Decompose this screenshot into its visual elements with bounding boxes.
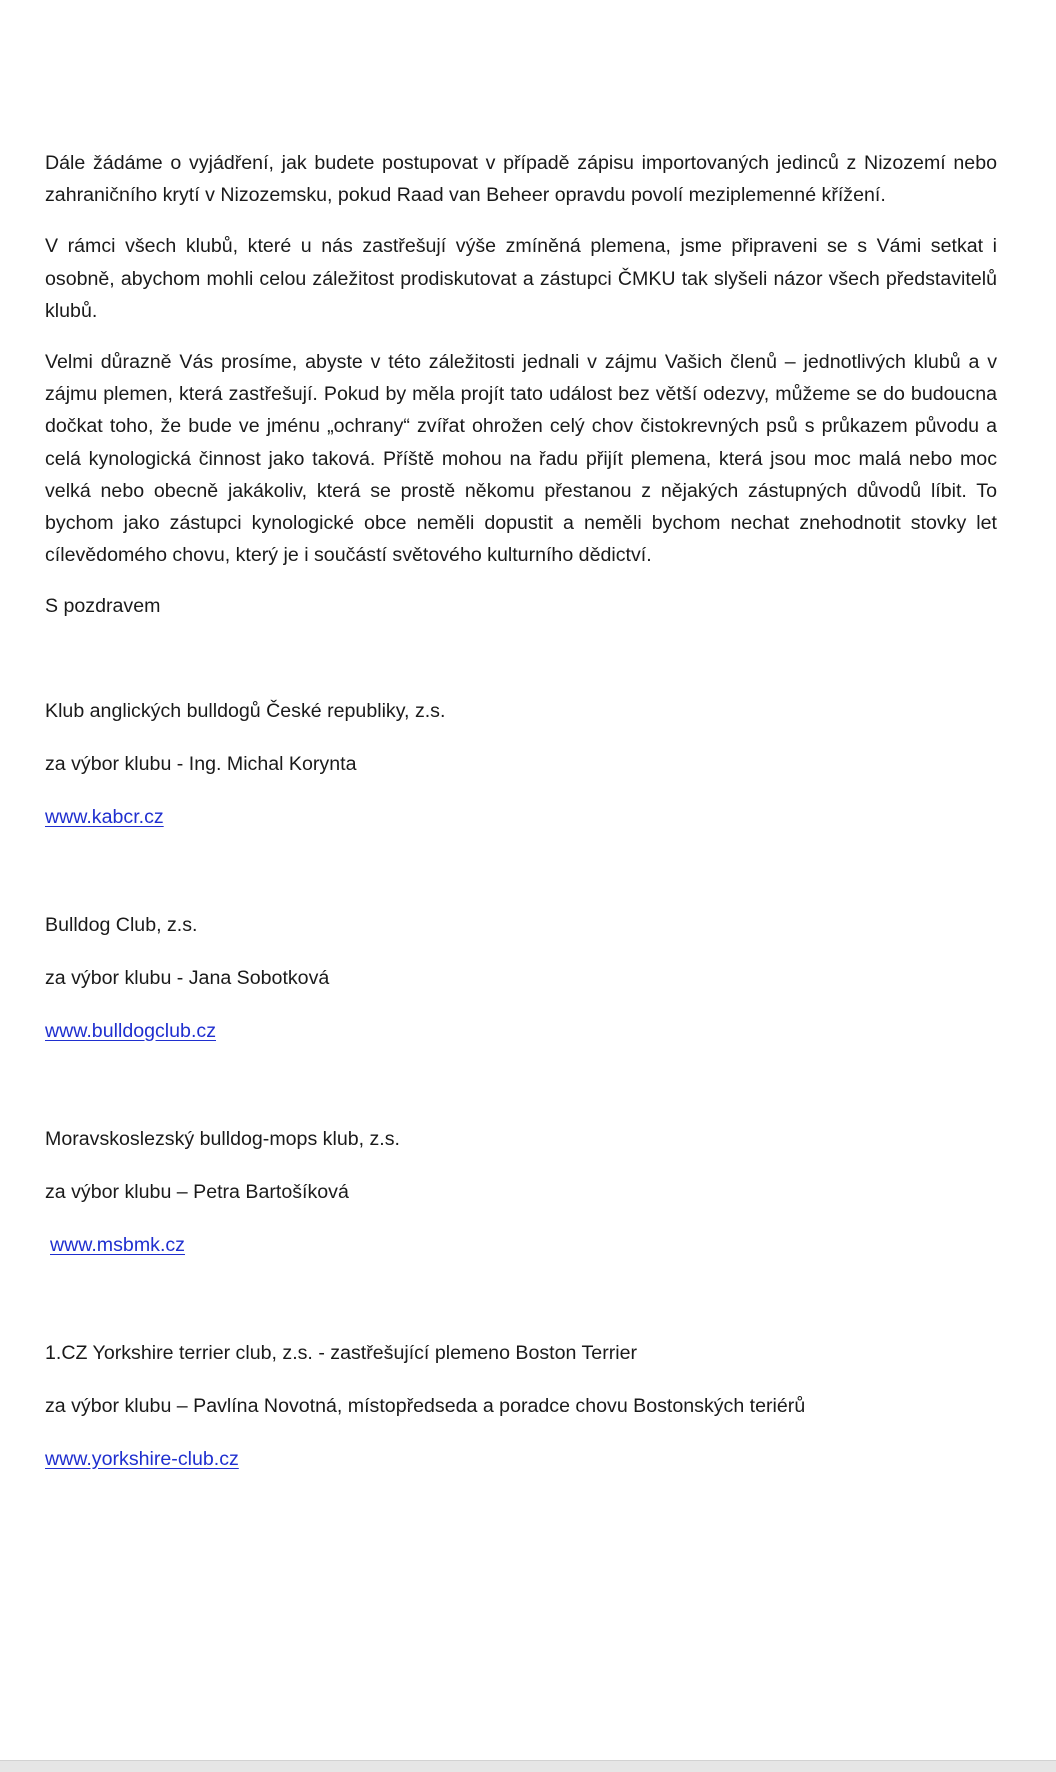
club-signatory: za výbor klubu – Petra Bartošíková	[45, 1180, 349, 1203]
club-name: Bulldog Club, z.s.	[45, 913, 198, 936]
club-signatory: za výbor klubu – Pavlína Novotná, místopředseda a poradce chovu Bostonských teriérů	[45, 1394, 806, 1417]
letter-body	[45, 147, 997, 1551]
club-name: Moravskoslezský bulldog-mops klub, z.s.	[45, 1127, 400, 1150]
club-website-link[interactable]: www.bulldogclub.cz	[45, 1019, 216, 1042]
club-website-line	[45, 1015, 997, 1047]
club-signatory: za výbor klubu - Jana Sobotková	[45, 966, 330, 989]
club-signature-block	[45, 1123, 997, 1261]
club-signature-block	[45, 1337, 997, 1475]
club-website-link[interactable]: www.yorkshire-club.cz	[45, 1447, 239, 1470]
club-website-link[interactable]: www.msbmk.cz	[50, 1233, 185, 1256]
paragraph-meeting-offer: V rámci všech klubů, které u nás zastřešují výše zmíněná plemena, jsme připraveni se s Vámi setkat i osobně, abychom mohli celou záležitost prodiskutovat a zástupci ČMKU tak slyšeli názor všech představitelů klubů.	[45, 235, 997, 322]
club-name: Klub anglických bulldogů České republiky, z.s.	[45, 699, 446, 722]
club-name: 1.CZ Yorkshire terrier club, z.s. - zastřešující plemeno Boston Terrier	[45, 1341, 638, 1364]
club-website-line	[45, 1443, 997, 1475]
club-website-line	[45, 1229, 997, 1261]
closing-salutation: S pozdravem	[45, 595, 161, 618]
page-bottom-edge	[0, 1760, 1056, 1772]
paragraph-urgent-request: Velmi důrazně Vás prosíme, abyste v této záležitosti jednali v zájmu Vašich členů – jednotlivých klubů a v zájmu plemen, která zastřešují. Pokud by měla projít tato událost bez větší odezvy, můžeme se do budoucna dočkat toho, že bude ve jménu „ochrany“ zvířat ohrožen celý chov čistokrevných psů s průkazem původu a celá kynologická činnost jako taková. Příště mohou na řadu přijít plemena, která jsou moc malá nebo moc velká nebo obecně jakákoliv, která se prostě někomu přestanou z nějakých zástupných důvodů líbit. To bychom jako zástupci kynologické obce neměli dopustit a neměli bychom nechat znehodnotit stovky let cílevědomého chovu, který je i součástí světového kulturního dědictví.	[45, 351, 997, 567]
club-signature-block	[45, 695, 997, 833]
paragraph-import-registration: Dále žádáme o vyjádření, jak budete postupovat v případě zápisu importovaných jedinců z Nizozemí nebo zahraničního krytí v Nizozemsku, pokud Raad van Beheer opravdu povolí meziplemenné křížení.	[45, 152, 997, 207]
club-signature-block	[45, 909, 997, 1047]
club-website-link[interactable]: www.kabcr.cz	[45, 805, 164, 828]
club-website-line	[45, 801, 997, 833]
club-signatory: za výbor klubu - Ing. Michal Korynta	[45, 752, 357, 775]
